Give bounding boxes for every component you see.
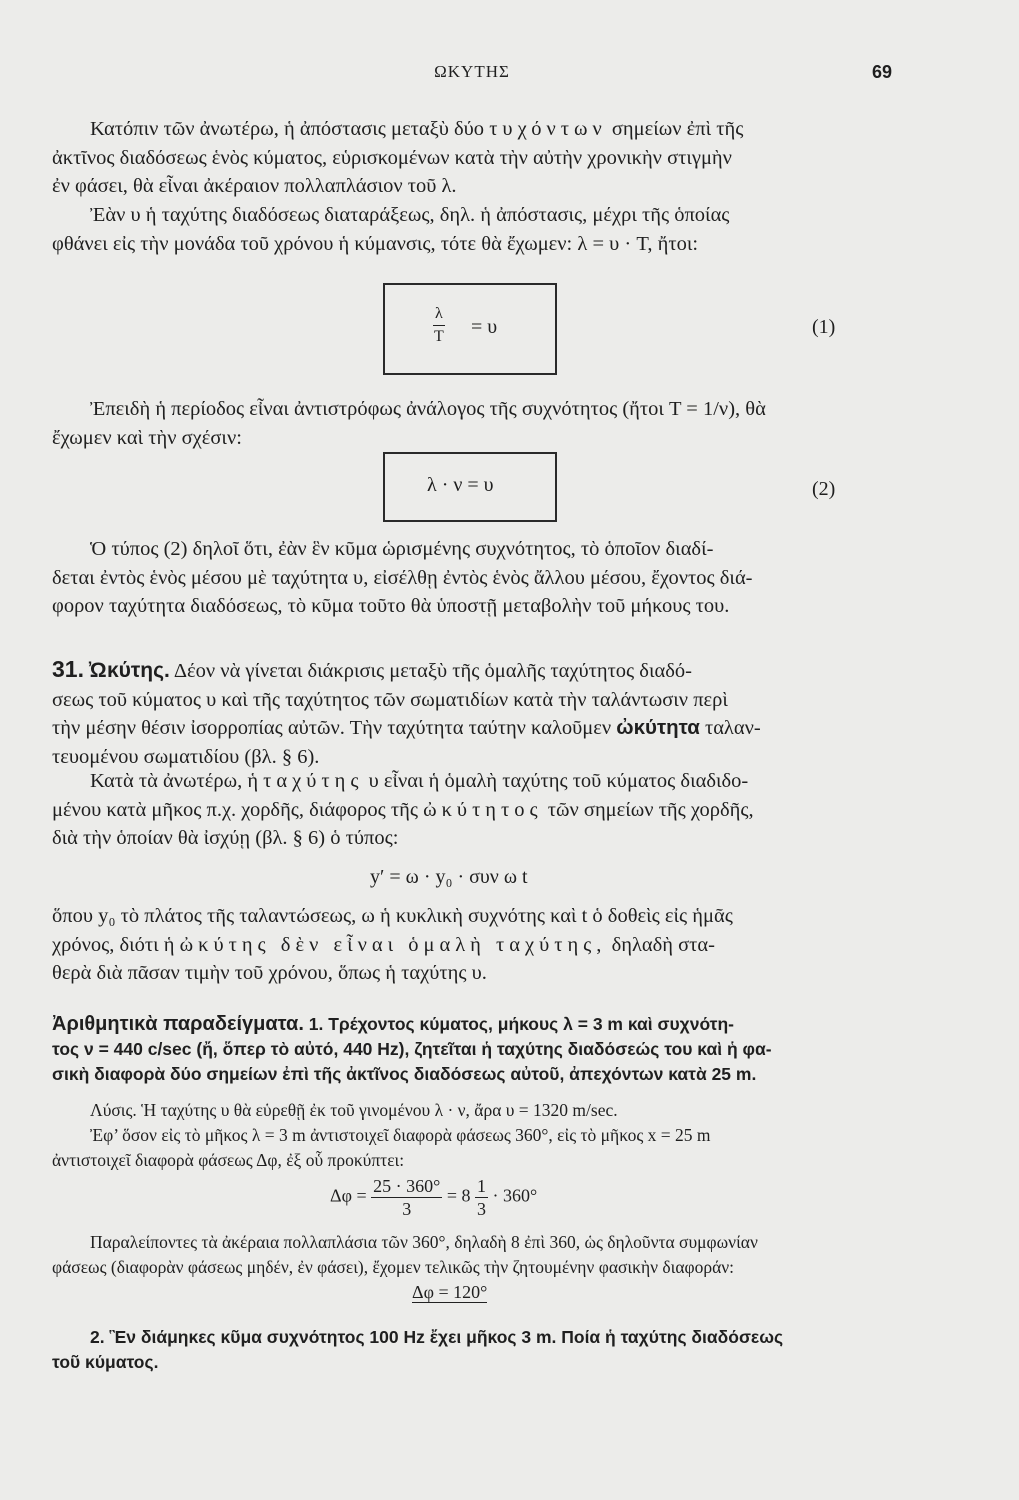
text-line: Ἐφ’ ὅσον εἰς τὸ μῆκος λ = 3 m ἀντιστοιχεῖ διαφορὰ φάσεως 360°, εἰς τὸ μῆκος x = 25 m bbox=[90, 1125, 711, 1145]
text-line: Δέον νὰ γίνεται διάκρισις μεταξὺ τῆς ὁμαλῆς ταχύτητος διαδό- bbox=[173, 660, 692, 682]
section-title: Ὠκύτης. bbox=[89, 659, 170, 682]
text-line: φάσεως (διαφορὰν φάσεως μηδέν, ἐν φάσει), ἔχομεν τελικῶς τὴν ζητουμένην φασικὴν διαφοράν: bbox=[52, 1257, 735, 1277]
text-line: τος ν = 440 c/sec (ἤ, ὅπερ τὸ αὐτό, 440 Hz), ζητεῖται ἡ ταχύτης διαδόσεώς του καὶ ἡ φα- bbox=[52, 1039, 772, 1059]
fraction-numerator: 1 bbox=[476, 1176, 486, 1196]
text-line: υ εἶναι ἡ ὁμαλὴ ταχύτης τοῦ κύματος διαδιδο- bbox=[368, 770, 749, 792]
fraction-numerator: λ bbox=[433, 303, 445, 326]
paragraph-wave-speed bbox=[52, 201, 894, 258]
text-line: 2. Ἓν διάμηκες κῦμα συχνότητος 100 Hz ἔχει μῆκος 3 m. Ποία ἡ ταχύτης διαδόσεως bbox=[90, 1327, 784, 1347]
text-line: θερὰ διὰ πᾶσαν τιμὴν τοῦ χρόνου, ὅπως ἡ ταχύτης υ. bbox=[52, 962, 487, 984]
text-line: Κατόπιν τῶν ἀνωτέρω, ἡ ἀπόστασις μεταξὺ δύο bbox=[90, 118, 485, 140]
equation-rhs: = υ bbox=[471, 316, 498, 338]
result-equation bbox=[412, 1282, 487, 1303]
text-line: Παραλείποντες τὰ ἀκέραια πολλαπλάσια τῶν 360°, δηλαδὴ 8 ἐπὶ 360, ὡς δηλοῦντα συμφωνίαν bbox=[90, 1232, 758, 1252]
text-line: σημείων ἐπὶ τῆς bbox=[611, 118, 744, 140]
text-line: τοῦ κύματος. bbox=[52, 1352, 159, 1372]
text-line: Ἐὰν υ ἡ ταχύτης διαδόσεως διαταράξεως, δηλ. ἡ ἀπόστασις, μέχρι τῆς ὁποίας bbox=[90, 204, 730, 226]
equation-tail: · 360° bbox=[492, 1185, 538, 1206]
running-title: ΩΚΥΤΗΣ bbox=[434, 62, 510, 81]
text-line: σεως τοῦ κύματος υ καὶ τῆς ταχύτητος τῶν σωματιδίων κατὰ τὴν ταλάντωσιν περὶ bbox=[52, 688, 728, 711]
text-line: Ὁ τύπος (2) δηλοῖ ὅτι, ἐὰν ἓν κῦμα ὡρισμένης συχνότητος, τὸ ὁποῖον διαδί- bbox=[90, 538, 714, 560]
fraction-numerator: 25 · 360° bbox=[373, 1176, 441, 1196]
fraction-denominator: T bbox=[433, 328, 444, 345]
text-line: 1. Τρέχοντος κύματος, μήκους λ = 3 m καὶ συχνότη- bbox=[308, 1014, 734, 1034]
text-line: δεται ἐντὸς ἑνὸς μέσου μὲ ταχύτητα υ, εἰσέλθῃ ἐντὸς ἑνὸς ἄλλου μέσου, ἔχοντος διά- bbox=[52, 566, 753, 589]
paragraph-amplitude bbox=[52, 902, 894, 988]
equation-lhs: Δφ = bbox=[330, 1185, 367, 1206]
fraction-denominator: 3 bbox=[402, 1199, 412, 1219]
section-number: 31. bbox=[52, 656, 84, 682]
text-line: Ἐπειδὴ ἡ περίοδος εἶναι ἀντιστρόφως ἀνάλογος τῆς συχνότητος (ἤτοι T = 1/ν), θὰ bbox=[90, 398, 766, 420]
text-line: χρόνος, διότι ἡ bbox=[52, 933, 175, 956]
text-line: ὅπου y₀ τὸ πλάτος τῆς ταλαντώσεως, ω ἡ κυκλικὴ συχνότης καὶ t ὁ δοθεὶς εἰς ἡμᾶς bbox=[52, 905, 733, 927]
text-line: τῶν σημείων τῆς χορδῆς, bbox=[547, 798, 754, 821]
fraction-denominator: 3 bbox=[476, 1199, 486, 1219]
text-line: τευομένου σωματιδίου (βλ. § 6). bbox=[52, 745, 320, 768]
fraction-lambda-over-T bbox=[433, 303, 445, 348]
equation-box-2 bbox=[383, 452, 557, 522]
paragraph-result bbox=[52, 1230, 894, 1280]
text-line: ἀκτῖνος διαδόσεως ἑνὸς κύματος, εὑρισκομένων κατὰ τὴν αὐτὴν χρονικὴν στιγμὴν bbox=[52, 146, 732, 169]
page-header bbox=[52, 62, 892, 92]
equation-4 bbox=[330, 1175, 537, 1220]
equation-number-2: (2) bbox=[812, 478, 836, 500]
fraction-1 bbox=[371, 1175, 442, 1220]
equation-box-1 bbox=[383, 283, 557, 375]
result-value: Δφ = 120° bbox=[412, 1282, 488, 1302]
example-1 bbox=[52, 1012, 894, 1087]
equation-3: y′ = ω · y₀ · συν ω t bbox=[370, 866, 528, 888]
paragraph-medium-change bbox=[52, 535, 894, 621]
text-line: ἀντιστοιχεῖ διαφορὰ φάσεως Δφ, ἐξ οὗ προκύπτει: bbox=[52, 1150, 405, 1170]
text-line: ταλαν- bbox=[704, 717, 761, 739]
text-line: διὰ τὴν ὁποίαν θὰ ἰσχύῃ (βλ. § 6) ὁ τύπος: bbox=[52, 827, 399, 849]
bold-term: ὠκύτητα bbox=[616, 716, 700, 739]
equation-mid: = 8 bbox=[446, 1185, 471, 1206]
equation-expression: λ · ν = υ bbox=[427, 474, 494, 496]
paragraph-distance-phase bbox=[52, 115, 894, 201]
spaced-emphasis: ὠκύτης δὲν εἶναι ὁμαλὴ ταχύτης, bbox=[179, 933, 607, 956]
fraction-2 bbox=[475, 1175, 488, 1220]
text-line: Λύσις. Ἡ ταχύτης υ θὰ εὑρεθῇ ἐκ τοῦ γινομένου λ · ν, ἄρα υ = 1320 m/sec. bbox=[90, 1100, 618, 1120]
text-line: φορον ταχύτητα διαδόσεως, τὸ κῦμα τοῦτο θὰ ὑποστῇ μεταβολὴν τοῦ μήκους του. bbox=[52, 595, 730, 617]
page-number: 69 bbox=[871, 62, 892, 82]
spaced-emphasis: τυχόντων bbox=[489, 118, 607, 140]
text-line: ἔχωμεν καὶ τὴν σχέσιν: bbox=[52, 426, 242, 449]
text-line: δηλαδὴ στα- bbox=[611, 933, 715, 956]
section-31 bbox=[52, 655, 894, 771]
text-line: Κατὰ τὰ ἀνωτέρω, ἡ bbox=[90, 770, 259, 792]
solution bbox=[52, 1098, 894, 1173]
text-line: σικὴ διαφορὰ δύο σημείων ἐπὶ τῆς ἀκτῖνος διαδόσεως αὐτοῦ, ἀπεχόντων κατὰ 25 m. bbox=[52, 1064, 757, 1084]
example-2 bbox=[52, 1325, 894, 1375]
equation-number-1: (1) bbox=[812, 316, 836, 338]
text-line: φθάνει εἰς τὴν μονάδα τοῦ χρόνου ἡ κύμανσις, τότε θὰ ἔχωμεν: λ = υ · T, ἤτοι: bbox=[52, 232, 699, 255]
examples-heading: Ἀριθμητικὰ παραδείγματα. bbox=[52, 1013, 304, 1035]
spaced-emphasis: ὠκύτητος bbox=[423, 798, 543, 821]
text-line: ἐν φάσει, θὰ εἶναι ἀκέραιον πολλαπλάσιον τοῦ λ. bbox=[52, 175, 457, 197]
paragraph-period-frequency bbox=[52, 395, 894, 452]
paragraph-speed-vs-velocity bbox=[52, 767, 894, 853]
text-line: μένου κατὰ μῆκος π.χ. χορδῆς, διάφορος τῆς bbox=[52, 798, 418, 821]
text-line: τὴν μέσην θέσιν ἰσορροπίας αὐτῶν. Τὴν ταχύτητα ταύτην καλοῦμεν bbox=[52, 717, 612, 739]
spaced-emphasis: ταχύτης bbox=[263, 770, 364, 792]
